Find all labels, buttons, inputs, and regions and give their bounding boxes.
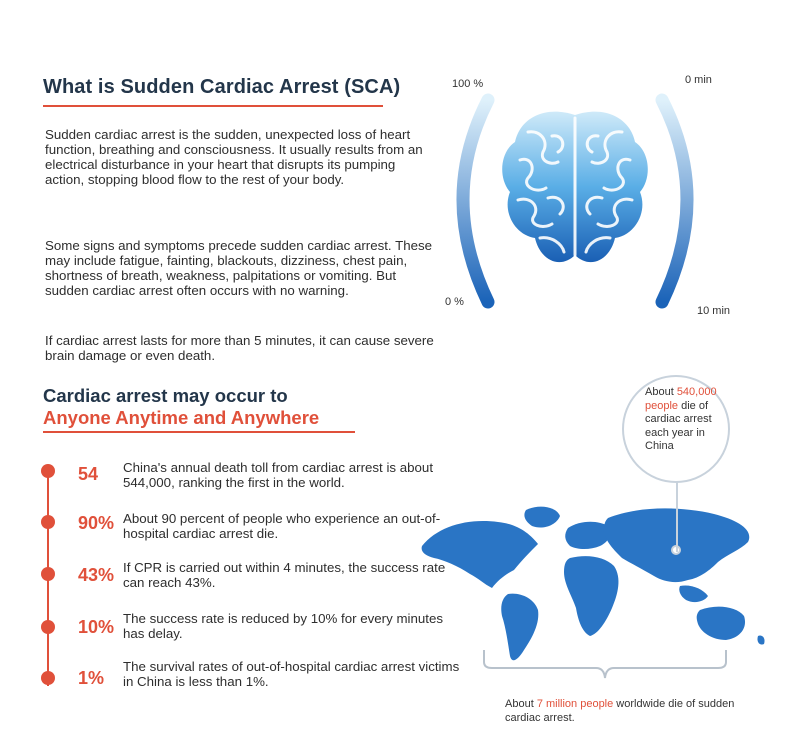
stat-text: About 90 percent of people who experience an out-of-hospital cardiac arrest die. xyxy=(123,511,441,541)
world-map-illustration xyxy=(418,488,790,668)
stat-value: 54 xyxy=(78,464,99,484)
timeline-dot xyxy=(41,567,55,581)
europe-shape xyxy=(565,522,610,549)
africa-shape xyxy=(564,556,618,636)
gauge-label-100-percent: 100 % xyxy=(452,78,484,90)
new-zealand-shape xyxy=(757,635,764,644)
stat-text: China's annual death toll from cardiac arrest is about 544,000, ranking the first in the world. xyxy=(123,460,434,490)
paragraph-definition: Sudden cardiac arrest is the sudden, unexpected loss of heart function, breathing and consciousness. It usually results from an electrical disturbance in your heart that disrupts its pumping action, stopping blood flow to the rest of your body. xyxy=(45,127,423,187)
timeline-dot xyxy=(41,620,55,634)
callout-text-pre: About xyxy=(645,386,677,398)
southeast-asia-shape xyxy=(679,585,708,602)
subtitle-underline xyxy=(43,431,355,433)
brain-gauge-illustration xyxy=(440,70,750,330)
china-callout-text xyxy=(645,386,725,454)
paragraph-symptoms: Some signs and symptoms precede sudden cardiac arrest. These may include fatigue, fainting, blackouts, dizziness, chest pain, shortness of breath, weakness, palpitations or vomiting. But sudden cardiac arrest often occurs with no warning. xyxy=(45,238,433,298)
stat-text: The success rate is reduced by 10% for every minutes has delay. xyxy=(123,611,444,641)
section-title-occur: Cardiac arrest may occur to xyxy=(43,385,288,406)
timeline-dot xyxy=(41,464,55,478)
world-note-highlight: 7 million people xyxy=(536,698,614,710)
section-title-sca: What is Sudden Cardiac Arrest (SCA) xyxy=(43,76,401,98)
stat-text: If CPR is carried out within 4 minutes, the success rate can reach 43%. xyxy=(123,560,446,590)
stat-value: 43% xyxy=(78,565,115,585)
timeline-dot xyxy=(41,515,55,529)
gauge-label-0-percent: 0 % xyxy=(445,296,464,308)
north-america-shape xyxy=(422,521,538,588)
brain-icon xyxy=(502,112,648,263)
gauge-label-10-min: 10 min xyxy=(697,305,731,317)
stat-value: 10% xyxy=(78,617,115,637)
world-note-post: worldwide die of sudden cardiac arrest. xyxy=(505,698,735,724)
paragraph-duration: If cardiac arrest lasts for more than 5 minutes, it can cause severe brain damage or even death. xyxy=(45,333,434,363)
map-brace xyxy=(480,648,730,682)
section-subtitle-anyone: Anyone Anytime and Anywhere xyxy=(43,407,320,428)
callout-text-post: die of cardiac arrest each year in China xyxy=(645,399,712,452)
greenland-shape xyxy=(524,507,560,528)
callout-number: 540,000 xyxy=(676,386,717,398)
stat-text: The survival rates of out-of-hospital cardiac arrest victims in China is less than 1%. xyxy=(123,659,460,689)
australia-shape xyxy=(697,607,745,640)
world-note-pre: About xyxy=(505,698,537,710)
title-underline xyxy=(43,105,383,107)
callout-connector xyxy=(676,482,678,552)
stat-value: 1% xyxy=(78,668,105,688)
right-gauge-arc xyxy=(662,100,687,302)
timeline-dot xyxy=(41,671,55,685)
stat-value: 90% xyxy=(78,513,115,533)
world-note xyxy=(505,697,745,725)
gauge-label-0-min: 0 min xyxy=(685,74,712,86)
left-gauge-arc xyxy=(463,100,488,302)
callout-people: people xyxy=(645,399,679,412)
